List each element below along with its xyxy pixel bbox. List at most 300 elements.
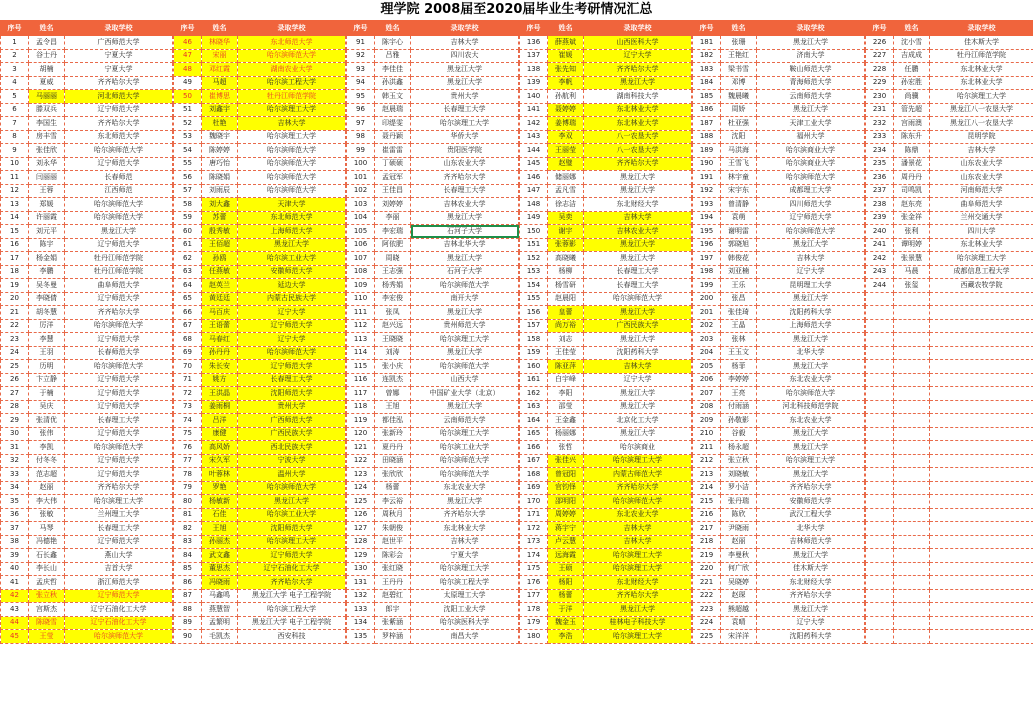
cell-name[interactable]: 陈宇心 bbox=[375, 36, 411, 50]
cell-name[interactable]: 房丰雪 bbox=[29, 130, 65, 144]
cell-name[interactable]: 张凤 bbox=[375, 306, 411, 320]
cell-name[interactable]: 袁萌 bbox=[721, 211, 757, 225]
cell-no[interactable]: 156 bbox=[520, 306, 548, 320]
cell-school[interactable]: 中国矿业大学（北京） bbox=[411, 387, 519, 401]
cell-no[interactable]: 106 bbox=[347, 238, 375, 252]
cell-no[interactable]: 5 bbox=[1, 90, 29, 104]
cell-no[interactable]: 116 bbox=[347, 373, 375, 387]
cell-no[interactable]: 236 bbox=[866, 171, 894, 185]
cell-name[interactable]: 任鹏 bbox=[894, 63, 930, 77]
cell-no[interactable]: 99 bbox=[347, 144, 375, 158]
cell-name[interactable]: 杨丽娜 bbox=[548, 427, 584, 441]
cell-school[interactable]: 东北师范大学 bbox=[238, 36, 346, 50]
cell-name[interactable] bbox=[894, 292, 930, 306]
cell-name[interactable]: 沈阳 bbox=[721, 130, 757, 144]
cell-no[interactable]: 110 bbox=[347, 292, 375, 306]
cell-school[interactable]: 内蒙古师范大学 bbox=[584, 468, 692, 482]
cell-name[interactable]: 张金祥 bbox=[894, 211, 930, 225]
cell-school[interactable] bbox=[930, 387, 1033, 401]
cell-school[interactable] bbox=[930, 400, 1033, 414]
cell-school[interactable]: 哈尔滨师范大学 bbox=[411, 468, 519, 482]
cell-no[interactable] bbox=[866, 562, 894, 576]
cell-no[interactable]: 14 bbox=[1, 211, 29, 225]
cell-school[interactable]: 哈尔滨工业大学 bbox=[411, 441, 519, 455]
cell-no[interactable]: 61 bbox=[174, 238, 202, 252]
cell-name[interactable]: 吴庆 bbox=[29, 400, 65, 414]
cell-no[interactable]: 142 bbox=[520, 117, 548, 131]
cell-school[interactable]: 武汉工程大学 bbox=[757, 508, 865, 522]
cell-no[interactable]: 208 bbox=[693, 400, 721, 414]
cell-school[interactable]: 温州大学 bbox=[238, 468, 346, 482]
cell-name[interactable]: 孟冠军 bbox=[375, 171, 411, 185]
cell-school[interactable]: 辽宁大学 bbox=[584, 373, 692, 387]
cell-school[interactable]: 辽宁石油化工大学 bbox=[65, 603, 173, 617]
cell-school[interactable] bbox=[930, 535, 1033, 549]
cell-name[interactable]: 陈彩会 bbox=[375, 549, 411, 563]
cell-no[interactable]: 155 bbox=[520, 292, 548, 306]
cell-name[interactable]: 李帆 bbox=[548, 76, 584, 90]
header-no[interactable]: 序号 bbox=[693, 21, 721, 36]
cell-no[interactable]: 11 bbox=[1, 171, 29, 185]
cell-no[interactable]: 196 bbox=[693, 238, 721, 252]
cell-no[interactable]: 27 bbox=[1, 387, 29, 401]
cell-no[interactable]: 191 bbox=[693, 171, 721, 185]
cell-no[interactable]: 30 bbox=[1, 427, 29, 441]
cell-no[interactable]: 223 bbox=[693, 603, 721, 617]
cell-no[interactable]: 33 bbox=[1, 468, 29, 482]
cell-no[interactable]: 1 bbox=[1, 36, 29, 50]
cell-name[interactable] bbox=[894, 427, 930, 441]
cell-school[interactable]: 黑龙江大学 bbox=[584, 333, 692, 347]
cell-name[interactable]: 杨秀娟 bbox=[375, 279, 411, 293]
cell-school[interactable]: 四川师范大学 bbox=[757, 198, 865, 212]
cell-school[interactable]: 黑龙江大学 bbox=[411, 495, 519, 509]
cell-school[interactable]: 贵州大学 bbox=[411, 90, 519, 104]
cell-name[interactable]: 殷秀敏 bbox=[202, 225, 238, 239]
cell-no[interactable]: 210 bbox=[693, 427, 721, 441]
cell-name[interactable]: 赵东亮 bbox=[894, 198, 930, 212]
cell-no[interactable]: 158 bbox=[520, 333, 548, 347]
cell-no[interactable]: 101 bbox=[347, 171, 375, 185]
header-no[interactable]: 序号 bbox=[174, 21, 202, 36]
cell-name[interactable]: 刘志 bbox=[548, 333, 584, 347]
cell-school[interactable]: 天津大学 bbox=[238, 198, 346, 212]
cell-no[interactable]: 66 bbox=[174, 306, 202, 320]
cell-school[interactable]: 辽宁师范大学 bbox=[65, 468, 173, 482]
cell-name[interactable]: 孙洪鑫 bbox=[375, 76, 411, 90]
cell-name[interactable]: 皇蕾 bbox=[548, 306, 584, 320]
cell-name[interactable]: 赵丽 bbox=[721, 535, 757, 549]
cell-name[interactable]: 王洪晶 bbox=[202, 387, 238, 401]
cell-school[interactable]: 云南师范大学 bbox=[757, 90, 865, 104]
cell-school[interactable]: 佳木斯大学 bbox=[930, 36, 1033, 50]
cell-school[interactable]: 吉林师范大学 bbox=[757, 535, 865, 549]
cell-name[interactable]: 张欣欣 bbox=[375, 468, 411, 482]
cell-name[interactable]: 印缇雯 bbox=[375, 117, 411, 131]
cell-no[interactable]: 201 bbox=[693, 306, 721, 320]
cell-school[interactable]: 吉林大学 bbox=[411, 36, 519, 50]
header-no[interactable]: 序号 bbox=[866, 21, 894, 36]
cell-school[interactable]: 成都信息工程大学 bbox=[930, 265, 1033, 279]
cell-no[interactable]: 31 bbox=[1, 441, 29, 455]
cell-school[interactable]: 牡丹江师范学院 bbox=[65, 252, 173, 266]
cell-school[interactable]: 辽宁师范大学 bbox=[65, 589, 173, 603]
cell-name[interactable] bbox=[894, 333, 930, 347]
cell-school[interactable]: 哈尔滨师范大学 bbox=[65, 319, 173, 333]
cell-school[interactable] bbox=[930, 562, 1033, 576]
cell-school[interactable]: 吉林大学 bbox=[238, 117, 346, 131]
cell-school[interactable] bbox=[930, 292, 1033, 306]
cell-no[interactable]: 85 bbox=[174, 562, 202, 576]
cell-no[interactable] bbox=[866, 319, 894, 333]
cell-name[interactable]: 历明 bbox=[29, 360, 65, 374]
cell-no[interactable]: 43 bbox=[1, 603, 29, 617]
cell-school[interactable]: 山西大学 bbox=[411, 373, 519, 387]
cell-school[interactable]: 八一农垦大学 bbox=[584, 144, 692, 158]
header-no[interactable]: 序号 bbox=[1, 21, 29, 36]
cell-name[interactable]: 刘晓敏 bbox=[721, 468, 757, 482]
cell-name[interactable]: 曾冠阳 bbox=[548, 468, 584, 482]
cell-no[interactable]: 140 bbox=[520, 90, 548, 104]
cell-no[interactable]: 24 bbox=[1, 346, 29, 360]
cell-name[interactable]: 石长鑫 bbox=[29, 549, 65, 563]
cell-name[interactable]: 范志超 bbox=[29, 468, 65, 482]
cell-name[interactable]: 郎宇 bbox=[375, 603, 411, 617]
cell-school[interactable]: 吉林大学 bbox=[584, 360, 692, 374]
header-no[interactable]: 序号 bbox=[520, 21, 548, 36]
cell-no[interactable] bbox=[866, 495, 894, 509]
cell-no[interactable]: 35 bbox=[1, 495, 29, 509]
cell-name[interactable]: 陈亚萍 bbox=[548, 360, 584, 374]
cell-no[interactable]: 63 bbox=[174, 265, 202, 279]
cell-no[interactable]: 56 bbox=[174, 171, 202, 185]
cell-name[interactable]: 王佳莹 bbox=[548, 346, 584, 360]
cell-name[interactable] bbox=[894, 319, 930, 333]
cell-name[interactable]: 杨蕾 bbox=[548, 589, 584, 603]
cell-name[interactable]: 朱长安 bbox=[202, 360, 238, 374]
cell-school[interactable]: 哈尔滨商业 bbox=[584, 441, 692, 455]
cell-school[interactable]: 哈尔滨医科大学 bbox=[411, 616, 519, 630]
cell-school[interactable]: 沈阳药科大学 bbox=[584, 346, 692, 360]
cell-no[interactable]: 231 bbox=[866, 103, 894, 117]
cell-no[interactable] bbox=[866, 522, 894, 536]
cell-name[interactable] bbox=[894, 603, 930, 617]
cell-school[interactable]: 黑龙江大学 bbox=[757, 468, 865, 482]
cell-name[interactable]: 林晓华 bbox=[202, 36, 238, 50]
cell-school[interactable]: 河南师范大学 bbox=[930, 184, 1033, 198]
cell-name[interactable]: 郭晓旭 bbox=[721, 238, 757, 252]
cell-no[interactable]: 207 bbox=[693, 387, 721, 401]
cell-name[interactable]: 王硕 bbox=[548, 562, 584, 576]
cell-name[interactable]: 张昌 bbox=[721, 292, 757, 306]
cell-school[interactable]: 北京化工大学 bbox=[584, 414, 692, 428]
cell-name[interactable]: 赵琛 bbox=[721, 589, 757, 603]
cell-no[interactable] bbox=[866, 333, 894, 347]
cell-school[interactable]: 东北林业大学 bbox=[584, 103, 692, 117]
cell-school[interactable]: 齐齐哈尔大学 bbox=[65, 481, 173, 495]
cell-school[interactable]: 哈尔滨工程大学 bbox=[238, 76, 346, 90]
cell-name[interactable]: 宋久军 bbox=[202, 454, 238, 468]
cell-name[interactable]: 田晓涵 bbox=[375, 454, 411, 468]
cell-school[interactable]: 辽宁大学 bbox=[238, 306, 346, 320]
cell-school[interactable]: 哈尔滨师范大学 bbox=[65, 198, 173, 212]
cell-no[interactable]: 159 bbox=[520, 346, 548, 360]
cell-name[interactable]: 杜亚强 bbox=[721, 117, 757, 131]
cell-school[interactable]: 太原理工大学 bbox=[411, 589, 519, 603]
header-school[interactable]: 录取学校 bbox=[584, 21, 692, 36]
cell-school[interactable]: 山西医科大学 bbox=[584, 36, 692, 50]
cell-no[interactable]: 172 bbox=[520, 522, 548, 536]
cell-school[interactable]: 广西师范大学 bbox=[65, 36, 173, 50]
cell-school[interactable]: 黑龙江大学 bbox=[411, 76, 519, 90]
cell-school[interactable]: 辽宁师范大学 bbox=[238, 360, 346, 374]
cell-school[interactable]: 东北林业大学 bbox=[930, 238, 1033, 252]
cell-school[interactable]: 哈尔滨理工大学 bbox=[757, 454, 865, 468]
cell-no[interactable]: 21 bbox=[1, 306, 29, 320]
cell-school[interactable]: 湖南科技大学 bbox=[584, 90, 692, 104]
cell-name[interactable]: 罗小洁 bbox=[721, 481, 757, 495]
cell-school[interactable]: 哈尔滨理工大学 bbox=[584, 549, 692, 563]
cell-school[interactable]: 山东农业大学 bbox=[930, 157, 1033, 171]
cell-name[interactable]: 张林 bbox=[721, 333, 757, 347]
cell-no[interactable]: 206 bbox=[693, 373, 721, 387]
cell-school[interactable]: 齐齐哈尔大学 bbox=[411, 171, 519, 185]
cell-no[interactable]: 59 bbox=[174, 211, 202, 225]
cell-no[interactable]: 157 bbox=[520, 319, 548, 333]
cell-no[interactable]: 91 bbox=[347, 36, 375, 50]
cell-school[interactable] bbox=[930, 603, 1033, 617]
cell-name[interactable]: 赵碧红 bbox=[375, 589, 411, 603]
cell-name[interactable]: 张景慧 bbox=[894, 252, 930, 266]
cell-no[interactable] bbox=[866, 535, 894, 549]
cell-no[interactable]: 42 bbox=[1, 589, 29, 603]
cell-no[interactable]: 145 bbox=[520, 157, 548, 171]
header-school[interactable]: 录取学校 bbox=[757, 21, 865, 36]
cell-name[interactable]: 康健 bbox=[202, 427, 238, 441]
cell-name[interactable]: 王晓晓 bbox=[375, 333, 411, 347]
cell-no[interactable]: 34 bbox=[1, 481, 29, 495]
cell-school[interactable]: 辽宁师范大学 bbox=[65, 157, 173, 171]
cell-name[interactable]: 吉成成 bbox=[894, 49, 930, 63]
cell-school[interactable] bbox=[930, 495, 1033, 509]
cell-name[interactable]: 邵莹 bbox=[548, 400, 584, 414]
cell-name[interactable]: 滕双兵 bbox=[29, 103, 65, 117]
cell-name[interactable]: 赵晨阳 bbox=[548, 292, 584, 306]
cell-no[interactable]: 45 bbox=[1, 630, 29, 644]
cell-school[interactable]: 黑龙江大学 bbox=[65, 225, 173, 239]
cell-school[interactable]: 黑龙江大学 bbox=[584, 184, 692, 198]
cell-no[interactable]: 100 bbox=[347, 157, 375, 171]
cell-school[interactable]: 安徽师范大学 bbox=[238, 265, 346, 279]
cell-school[interactable]: 牡丹江师范学院 bbox=[238, 90, 346, 104]
cell-name[interactable] bbox=[894, 562, 930, 576]
cell-name[interactable]: 吴奕 bbox=[548, 211, 584, 225]
cell-no[interactable] bbox=[866, 400, 894, 414]
cell-no[interactable]: 81 bbox=[174, 508, 202, 522]
cell-no[interactable]: 64 bbox=[174, 279, 202, 293]
cell-name[interactable]: 远海霞 bbox=[548, 549, 584, 563]
cell-name[interactable]: 孙鸥 bbox=[202, 252, 238, 266]
cell-school[interactable]: 黑龙江大学 bbox=[757, 36, 865, 50]
cell-school[interactable]: 黑龙江大学 bbox=[757, 103, 865, 117]
cell-name[interactable]: 武文鑫 bbox=[202, 549, 238, 563]
cell-name[interactable]: 李凯 bbox=[29, 441, 65, 455]
cell-school[interactable]: 北华大学 bbox=[757, 346, 865, 360]
cell-no[interactable]: 3 bbox=[1, 63, 29, 77]
cell-name[interactable]: 周秋月 bbox=[375, 508, 411, 522]
cell-school[interactable]: 黑龙江八一农垦大学 bbox=[930, 117, 1033, 131]
cell-school[interactable]: 辽宁师范大学 bbox=[65, 373, 173, 387]
cell-name[interactable]: 邵明阳 bbox=[548, 495, 584, 509]
cell-name[interactable]: 魏晨曦 bbox=[721, 90, 757, 104]
cell-name[interactable]: 孟令昌 bbox=[29, 36, 65, 50]
cell-no[interactable]: 94 bbox=[347, 76, 375, 90]
cell-name[interactable]: 连凯杰 bbox=[375, 373, 411, 387]
cell-school[interactable]: 长春理工大学 bbox=[65, 414, 173, 428]
cell-name[interactable] bbox=[894, 549, 930, 563]
cell-no[interactable]: 162 bbox=[520, 387, 548, 401]
cell-school[interactable] bbox=[930, 508, 1033, 522]
cell-name[interactable] bbox=[894, 630, 930, 644]
cell-name[interactable]: 吕洋 bbox=[202, 414, 238, 428]
cell-name[interactable]: 杨永超 bbox=[721, 441, 757, 455]
cell-no[interactable]: 211 bbox=[693, 441, 721, 455]
cell-school[interactable]: 哈尔滨理工大学 bbox=[411, 333, 519, 347]
cell-name[interactable]: 张哲 bbox=[548, 441, 584, 455]
cell-name[interactable]: 陈东升 bbox=[894, 130, 930, 144]
cell-school[interactable]: 河北科技师范学院 bbox=[757, 400, 865, 414]
header-school[interactable]: 录取学校 bbox=[65, 21, 173, 36]
cell-school[interactable]: 四川农大 bbox=[411, 49, 519, 63]
cell-school[interactable]: 吉林大学 bbox=[584, 211, 692, 225]
cell-no[interactable]: 69 bbox=[174, 346, 202, 360]
cell-no[interactable]: 96 bbox=[347, 103, 375, 117]
cell-school[interactable]: 牡丹江师范学院 bbox=[930, 49, 1033, 63]
cell-no[interactable]: 12 bbox=[1, 184, 29, 198]
cell-school[interactable]: 上海师范大学 bbox=[238, 225, 346, 239]
cell-no[interactable] bbox=[866, 576, 894, 590]
cell-no[interactable]: 190 bbox=[693, 157, 721, 171]
cell-name[interactable]: 李佳佳 bbox=[375, 63, 411, 77]
cell-name[interactable]: 赵晨瑞 bbox=[375, 103, 411, 117]
cell-name[interactable]: 李双 bbox=[548, 130, 584, 144]
cell-no[interactable]: 118 bbox=[347, 400, 375, 414]
cell-school[interactable]: 吉林大学 bbox=[930, 144, 1033, 158]
cell-no[interactable] bbox=[866, 414, 894, 428]
cell-school[interactable]: 南昌大学 bbox=[411, 630, 519, 644]
cell-school[interactable]: 齐齐哈尔大学 bbox=[584, 63, 692, 77]
cell-school[interactable]: 哈尔滨理工大学 bbox=[65, 495, 173, 509]
cell-no[interactable]: 164 bbox=[520, 414, 548, 428]
cell-name[interactable]: 徐志洁 bbox=[548, 198, 584, 212]
cell-no[interactable]: 93 bbox=[347, 63, 375, 77]
cell-school[interactable]: 鞍山师范大学 bbox=[757, 63, 865, 77]
cell-name[interactable] bbox=[894, 306, 930, 320]
cell-school[interactable]: 吉林农业大学 bbox=[584, 225, 692, 239]
cell-name[interactable]: 梁书雪 bbox=[721, 63, 757, 77]
cell-school[interactable]: 东北财经大学 bbox=[584, 576, 692, 590]
cell-name[interactable]: 马洪海 bbox=[721, 144, 757, 158]
cell-name[interactable]: 马春红 bbox=[202, 333, 238, 347]
cell-name[interactable]: 张新玲 bbox=[375, 427, 411, 441]
cell-name[interactable]: 都佳泓 bbox=[375, 414, 411, 428]
cell-no[interactable]: 177 bbox=[520, 589, 548, 603]
cell-school[interactable]: 东北林业大学 bbox=[411, 522, 519, 536]
cell-no[interactable]: 165 bbox=[520, 427, 548, 441]
cell-name[interactable] bbox=[894, 454, 930, 468]
header-name[interactable]: 姓名 bbox=[894, 21, 930, 36]
cell-school[interactable]: 辽宁大学 bbox=[238, 333, 346, 347]
cell-no[interactable]: 98 bbox=[347, 130, 375, 144]
cell-school[interactable]: 哈尔滨理工大学 bbox=[584, 630, 692, 644]
cell-name[interactable]: 胡楠 bbox=[29, 63, 65, 77]
cell-name[interactable]: 陈宇 bbox=[29, 238, 65, 252]
cell-no[interactable]: 178 bbox=[520, 603, 548, 617]
cell-school[interactable]: 辽宁师范大学 bbox=[238, 549, 346, 563]
cell-no[interactable]: 19 bbox=[1, 279, 29, 293]
cell-no[interactable]: 52 bbox=[174, 117, 202, 131]
cell-name[interactable]: 燕慧智 bbox=[202, 603, 238, 617]
cell-name[interactable]: 魏晓宇 bbox=[202, 130, 238, 144]
cell-no[interactable]: 219 bbox=[693, 549, 721, 563]
cell-name[interactable]: 马琴 bbox=[29, 522, 65, 536]
header-no[interactable]: 序号 bbox=[347, 21, 375, 36]
cell-no[interactable]: 49 bbox=[174, 76, 202, 90]
cell-name[interactable]: 孟凡雪 bbox=[548, 184, 584, 198]
cell-no[interactable]: 187 bbox=[693, 117, 721, 131]
cell-school[interactable]: 吉林大学 bbox=[584, 535, 692, 549]
cell-no[interactable]: 186 bbox=[693, 103, 721, 117]
cell-no[interactable]: 123 bbox=[347, 468, 375, 482]
cell-no[interactable]: 84 bbox=[174, 549, 202, 563]
cell-school[interactable]: 辽宁师范大学 bbox=[65, 333, 173, 347]
cell-no[interactable]: 212 bbox=[693, 454, 721, 468]
cell-school[interactable]: 东北林业大学 bbox=[930, 63, 1033, 77]
cell-name[interactable]: 王丹丹 bbox=[375, 576, 411, 590]
cell-school[interactable]: 哈尔滨工业大学 bbox=[238, 252, 346, 266]
cell-name[interactable]: 闫丽丽 bbox=[29, 171, 65, 185]
cell-school[interactable] bbox=[930, 306, 1033, 320]
cell-school[interactable]: 吉林北华大学 bbox=[411, 238, 519, 252]
cell-name[interactable]: 于楠 bbox=[29, 387, 65, 401]
cell-no[interactable]: 29 bbox=[1, 414, 29, 428]
cell-no[interactable]: 78 bbox=[174, 468, 202, 482]
cell-name[interactable]: 韩俊花 bbox=[721, 252, 757, 266]
cell-school[interactable]: 长春师范 bbox=[65, 171, 173, 185]
cell-no[interactable]: 46 bbox=[174, 36, 202, 50]
cell-no[interactable]: 171 bbox=[520, 508, 548, 522]
cell-name[interactable]: 李浩 bbox=[548, 630, 584, 644]
cell-no[interactable]: 243 bbox=[866, 265, 894, 279]
cell-name[interactable]: 董思杰 bbox=[202, 562, 238, 576]
cell-no[interactable]: 8 bbox=[1, 130, 29, 144]
cell-name[interactable]: 李丽 bbox=[375, 211, 411, 225]
cell-name[interactable]: 潘景花 bbox=[894, 157, 930, 171]
cell-school[interactable]: 吉首大学 bbox=[65, 562, 173, 576]
cell-no[interactable]: 205 bbox=[693, 360, 721, 374]
cell-no[interactable]: 150 bbox=[520, 225, 548, 239]
cell-no[interactable]: 152 bbox=[520, 252, 548, 266]
cell-school[interactable]: 宁夏大学 bbox=[65, 49, 173, 63]
cell-school[interactable]: 黑龙江大学 bbox=[411, 252, 519, 266]
cell-name[interactable]: 吕雅 bbox=[375, 49, 411, 63]
cell-name[interactable]: 谷毅 bbox=[721, 427, 757, 441]
cell-name[interactable]: 魏金玉 bbox=[548, 616, 584, 630]
cell-school[interactable] bbox=[930, 427, 1033, 441]
cell-no[interactable]: 194 bbox=[693, 211, 721, 225]
cell-school[interactable]: 黑龙江大学 电子工程学院 bbox=[238, 589, 346, 603]
cell-name[interactable]: 张珊 bbox=[721, 36, 757, 50]
